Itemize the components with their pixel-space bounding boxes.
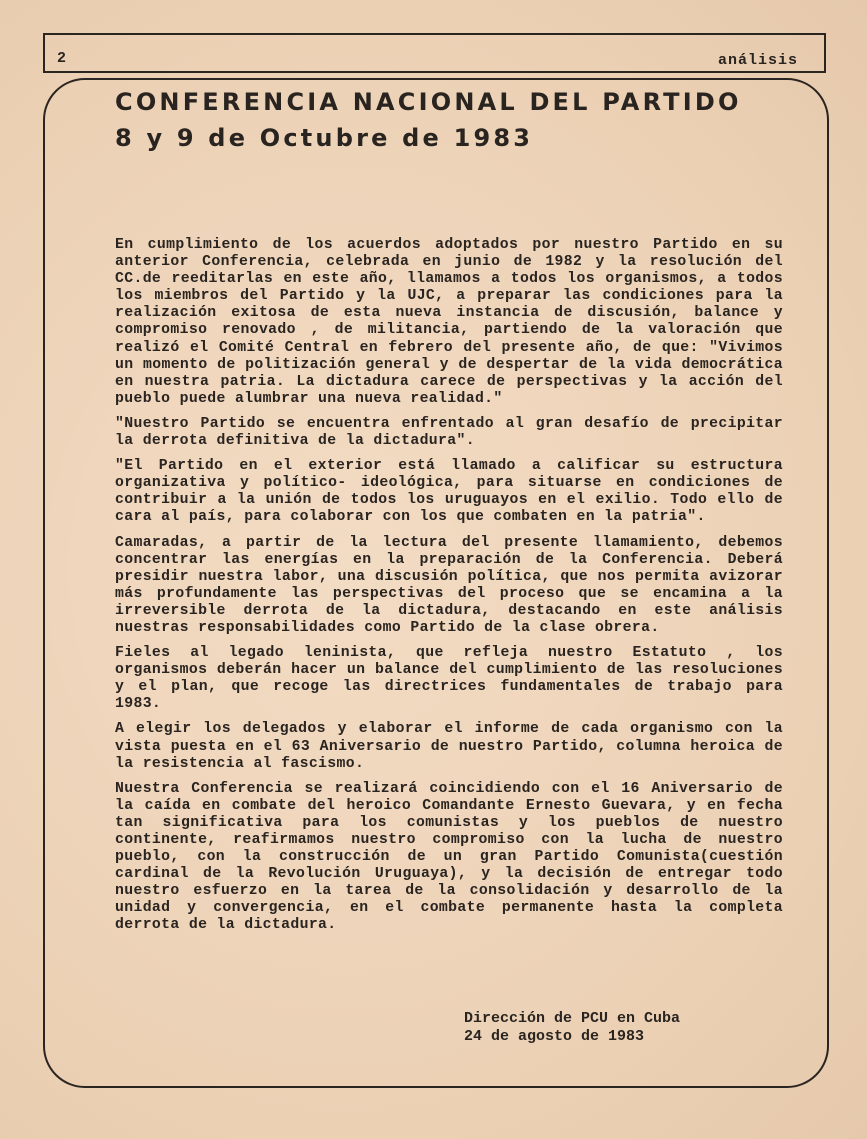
paragraph-1: En cumplimiento de los acuerdos adoptados por nuestro Partido en su anterior Conferencia, celebrada en junio de 1982 y la resolución del CC.de reeditarlas en este año, llamamos a todos los organismos, a todos los miembros del Partido y la UJC, a preparar las condiciones para la realización exitosa de esta nueva instancia de discusión, balance y compromiso renovado , de militancia, partiendo de la valoración que realizó el Comité Central en febrero del presente año, de que: "Vivimos un momento de politización general y de despertar de la vida democrática en nuestra patria. La dictadura carece de perspectivas y la acción del pueblo puede alumbrar una nueva realidad." <box>115 237 783 407</box>
signature-date: 24 de agosto de 1983 <box>464 1028 645 1045</box>
paragraph-4: Camaradas, a partir de la lectura del presente llamamiento, debemos concentrar las energías en la preparación de la Conferencia. Deberá presidir nuestra labor, una discusión política, que nos permita avizorar más profundamente las perspectivas del proceso que se encamina a la irreversible derrota de la dictadura, destacando en este análisis nuestras responsabilidades como Partido de la clase obrera. <box>115 534 783 636</box>
paragraph-7: Nuestra Conferencia se realizará coincidiendo con el 16 Aniversario de la caída en combate del heroico Comandante Ernesto Guevara, y en fecha tan significativa para los comunistas y los pueblos de nuestro continente, reafirmamos nuestro compromiso con la lucha de nuestro pueblo, con la construcción de un gran Partido Comunista(cuestión cardinal de la Revolución Uruguaya), y la decisión de entregar todo nuestro esfuerzo en la tarea de la consolidación y desarrollo de la unidad y convergencia, en el combate permanente hasta la completa derrota de la dictadura. <box>115 780 783 934</box>
section-name: análisis <box>717 52 798 69</box>
signature-organization: Dirección de PCU en Cuba <box>464 1010 681 1027</box>
page-header <box>43 33 826 73</box>
page-title: CONFERENCIA NACIONAL DEL PARTIDO <box>115 88 742 116</box>
article-body <box>115 237 783 943</box>
paragraph-2: "Nuestro Partido se encuentra enfrentado al gran desafío de precipitar la derrota definitiva de la dictadura". <box>115 415 783 450</box>
signature-block <box>464 1010 680 1046</box>
page-number: 2 <box>57 50 67 67</box>
paragraph-5: Fieles al legado leninista, que refleja nuestro Estatuto , los organismos deberán hacer un balance del cumplimiento de las resoluciones y el plan, que recoge las directrices fundamentales de trabajo para 1983. <box>115 645 783 713</box>
page-subtitle: 8 y 9 de Octubre de 1983 <box>115 124 534 152</box>
paragraph-6: A elegir los delegados y elaborar el informe de cada organismo con la vista puesta en el 63 Aniversario de nuestro Partido, columna heroica de la resistencia al fascismo. <box>115 721 783 772</box>
paragraph-3: "El Partido en el exterior está llamado a calificar su estructura organizativa y político- ideológica, para situarse en condiciones de contribuir a la unión de todos los uruguayos en el exilio. Todo ello de cara al país, para colaborar con los que combaten en la patria". <box>115 458 783 526</box>
